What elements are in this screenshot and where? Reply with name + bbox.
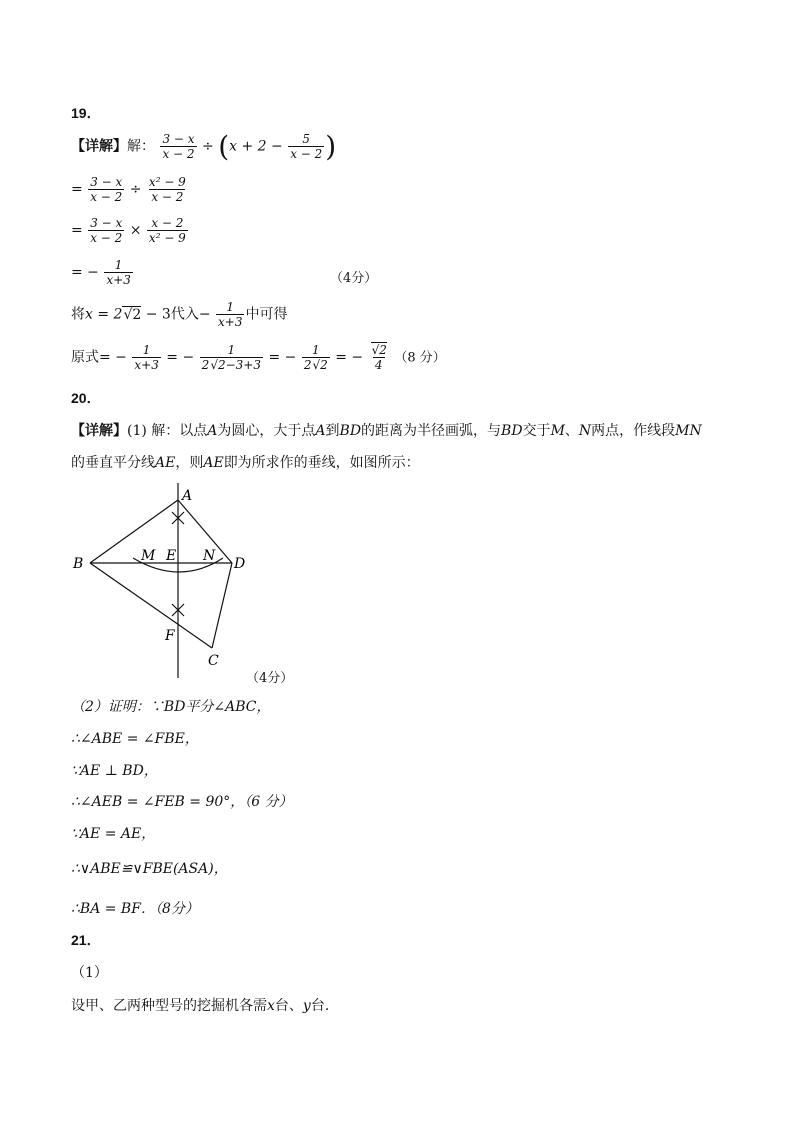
- question-number-20: 20．: [71, 390, 101, 406]
- score-8: （8 分）: [394, 350, 446, 366]
- q19-line-5: 将x = 2√2 − 3代入− $\frac{1}{x+3}$ 中可得: [71, 300, 288, 329]
- q19-line-3: = $\frac{3 - x}{x - 2}$ × $\frac{x - 2}{\text{x² − 9}}$: [71, 216, 186, 245]
- solve-label: 解：: [127, 138, 155, 155]
- label-D: D: [234, 556, 246, 572]
- right-paren: ): [325, 130, 337, 163]
- label-N: N: [203, 548, 216, 564]
- fraction: $\frac{3 - x}{x - 2}$: [90, 175, 123, 204]
- proof-step-3: ∵AE ⊥ BD，: [71, 763, 158, 779]
- question-number-19: 19．: [71, 105, 101, 121]
- left-paren: (: [218, 130, 230, 163]
- fraction: $\frac{5}{x - 2}$: [290, 132, 323, 161]
- label-F: F: [165, 628, 175, 644]
- geometry-figure: [70, 478, 270, 683]
- figure-score: （4分）: [246, 671, 294, 686]
- q19-line-6: 原式= − $\frac{1}{x+3}$ = − $\frac{1}{2√2-3+3}$ = − $\frac{1}{2√2}$ = − $\frac{√2}{4}$ （8 分）: [71, 343, 446, 372]
- q19-line-2: = $\frac{3 - x}{x - 2}$ ÷ $\frac{\text{x² − 9}}{x - 2}$: [71, 175, 186, 204]
- detail-tag: 【详解】: [71, 138, 127, 155]
- q19-line-4: = − $\frac{1}{x+3}$: [71, 258, 131, 287]
- label-E: E: [166, 548, 177, 564]
- fraction: $\frac{\text{x² − 9}}{x - 2}$: [148, 175, 186, 204]
- proof-step-4: ∴∠AEB = ∠FEB = 90°，（6 分）: [71, 794, 293, 810]
- fraction: $\frac{1}{x+3}$: [106, 258, 131, 287]
- fraction: $\frac{3 - x}{x - 2}$: [162, 132, 195, 161]
- fraction: $\frac{3 - x}{x - 2}$: [90, 216, 123, 245]
- term: x + 2 −: [229, 138, 283, 155]
- fraction: $\frac{1}{2√2-3+3}$: [201, 343, 261, 372]
- fraction: $\frac{1}{x+3}$: [134, 343, 159, 372]
- proof-step-2: ∴∠ABE = ∠FBE，: [71, 731, 199, 747]
- q21-sub-label: （1）: [71, 965, 108, 981]
- q20-paragraph-line-1: 【详解】(1) 解：以点A为圆心，大于点A到BD的距离为半径画弧，与BD交于M、N两点，作线段MN: [71, 423, 702, 439]
- q21-text: 设甲、乙两种型号的挖掘机各需x台、y台．: [71, 998, 339, 1014]
- segment-BC: [90, 563, 212, 648]
- label-M: M: [141, 548, 156, 564]
- fraction: $\frac{1}{2√2}$: [303, 343, 328, 372]
- label-C: C: [208, 653, 219, 669]
- sqrt: √2: [123, 306, 142, 323]
- proof-step-6: ∴∨ABE≌∨FBE(ASA)，: [71, 861, 228, 877]
- fraction: $\frac{1}{x+3}$: [218, 300, 243, 329]
- operator: ÷: [202, 138, 214, 155]
- fraction: $\frac{√2}{4}$: [371, 343, 387, 372]
- fraction: $\frac{x - 2}{\text{x² − 9}}$: [148, 216, 186, 245]
- question-number-21: 21．: [71, 932, 101, 948]
- q19-line-1: [71, 130, 336, 163]
- score-4: （4分）: [330, 271, 378, 286]
- q20-paragraph-line-2: 的垂直平分线AE，则AE即为所求作的垂线，如图所示：: [71, 455, 420, 471]
- label-A: A: [182, 488, 193, 504]
- proof-step-1: （2）证明：∵BD平分∠ABC，: [71, 699, 271, 715]
- label-B: B: [73, 556, 84, 572]
- proof-step-5: ∵AE = AE，: [71, 826, 156, 842]
- segment-DC: [212, 563, 232, 648]
- proof-step-7: ∴BA = BF．（8分）: [71, 901, 199, 917]
- segment-AB: [90, 500, 178, 563]
